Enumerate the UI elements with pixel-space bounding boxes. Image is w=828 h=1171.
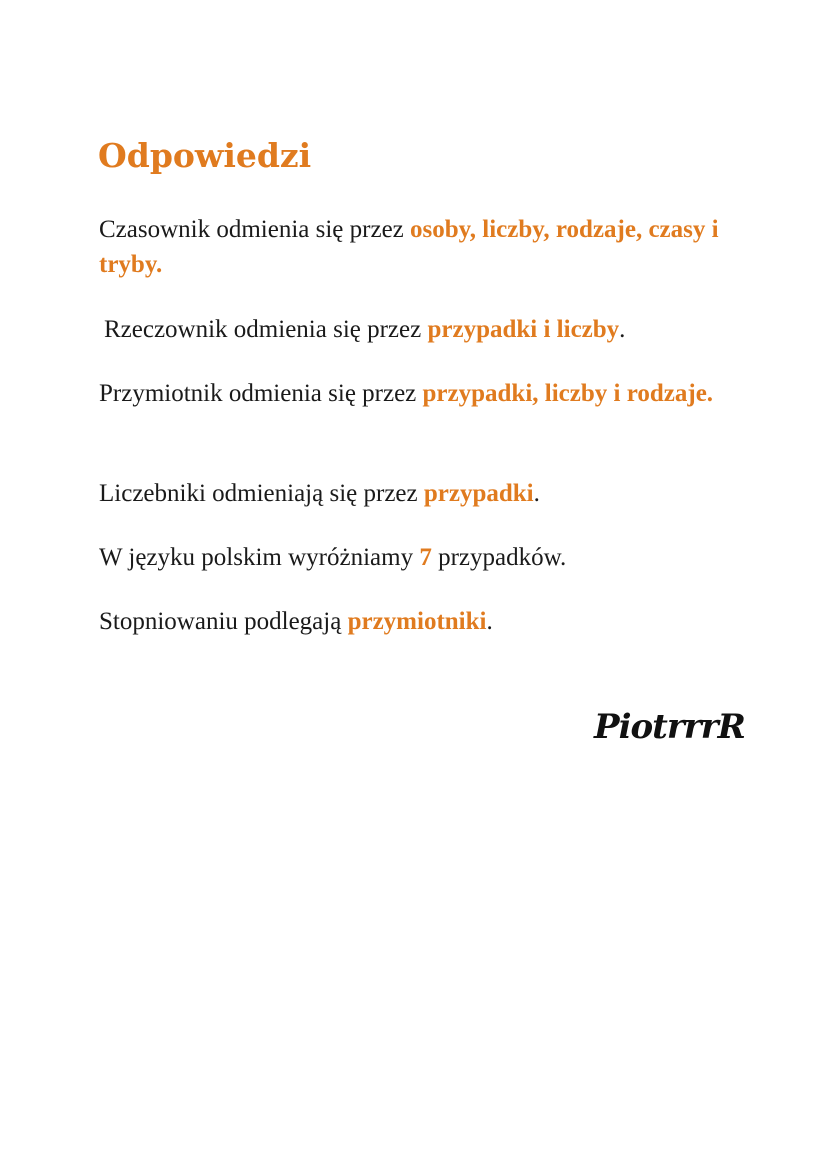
paragraph-czasownik [99,212,739,282]
author-signature: PiotrrrR [594,707,745,747]
paragraph-suffix: . [486,608,493,635]
paragraph-highlight: 7 [419,544,432,571]
paragraph-text: Czasownik odmienia się przez [99,216,411,243]
paragraph-highlight: przymiotniki [347,608,487,635]
paragraph-text: Rzeczownik odmienia się przez [104,316,428,343]
paragraph-highlight: przypadki, liczby i rodzaje. [422,380,714,407]
paragraph-suffix: przypadków. [431,544,567,571]
page-title: Odpowiedzi [98,136,312,175]
paragraph-rzeczownik [104,312,744,347]
paragraph-przypadki [99,540,739,575]
paragraph-text: Liczebniki odmieniają się przez [99,480,424,507]
paragraph-text: W języku polskim wyróżniamy [99,544,420,571]
paragraph-highlight: przypadki [423,480,534,507]
paragraph-text: Stopniowaniu podlegają [99,608,348,635]
paragraph-highlight: osoby, liczby, rodzaje, czasy i tryby. [99,216,719,278]
paragraph-liczebniki [99,476,739,511]
paragraph-highlight: przypadki i liczby [427,316,620,343]
paragraph-stopniowanie [99,604,739,639]
paragraph-suffix: . [533,480,540,507]
paragraph-suffix: . [619,316,626,343]
paragraph-przymiotnik [99,376,739,411]
paragraph-text: Przymiotnik odmienia się przez [99,380,423,407]
